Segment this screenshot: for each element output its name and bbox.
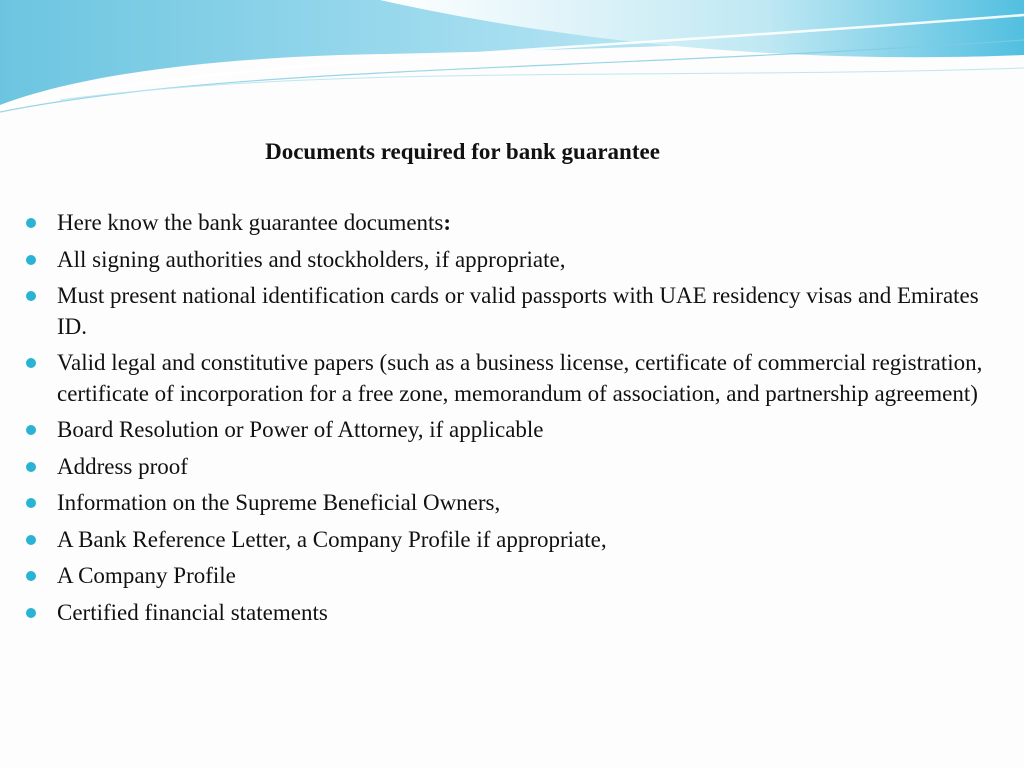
list-item-text: Valid legal and constitutive papers (such as a business license, certificate of commercial registration, certificate of incorporation for a free zone, memorandum of association, and partnership agreement) — [57, 350, 983, 406]
list-item-text: All signing authorities and stockholders, if appropriate, — [57, 246, 566, 272]
bullet-icon — [26, 358, 36, 368]
header-wave-decoration — [0, 0, 1024, 130]
bullet-icon — [26, 218, 36, 228]
list-item-text: Must present national identification cards or valid passports with UAE residency visas and Emirates ID. — [57, 283, 979, 339]
slide-title: Documents required for bank guarantee — [265, 139, 660, 164]
list-item — [24, 598, 1009, 629]
wave-line-3 — [60, 68, 1024, 100]
bullet-icon — [26, 498, 36, 508]
list-item-text: Address proof — [57, 453, 188, 479]
list-item — [24, 415, 1009, 446]
list-item-text: Here know the bank guarantee documents — [57, 210, 444, 235]
list-item-text: Board Resolution or Power of Attorney, if applicable — [57, 417, 544, 442]
bullet-list — [24, 208, 1009, 634]
list-item — [24, 525, 1009, 556]
bullet-icon — [26, 425, 36, 435]
list-item-text: A Company Profile — [57, 563, 236, 588]
list-item-text: Certified financial statements — [57, 599, 328, 625]
list-item-text: Information on the Supreme Beneficial Owners, — [57, 490, 501, 515]
list-item-colon: : — [443, 210, 452, 235]
list-item — [24, 561, 1009, 592]
bullet-icon — [26, 255, 36, 265]
list-item — [24, 281, 1009, 342]
bullet-icon — [26, 291, 36, 301]
list-item — [24, 245, 1009, 276]
list-item — [24, 348, 1009, 409]
bullet-icon — [26, 535, 36, 545]
bullet-icon — [26, 571, 36, 581]
bullet-icon — [26, 462, 36, 472]
list-item — [24, 452, 1009, 483]
bullet-icon — [26, 608, 36, 618]
list-item-text: A Bank Reference Letter, a Company Profile if appropriate, — [57, 526, 607, 552]
list-item — [24, 208, 1009, 239]
list-item — [24, 488, 1009, 519]
